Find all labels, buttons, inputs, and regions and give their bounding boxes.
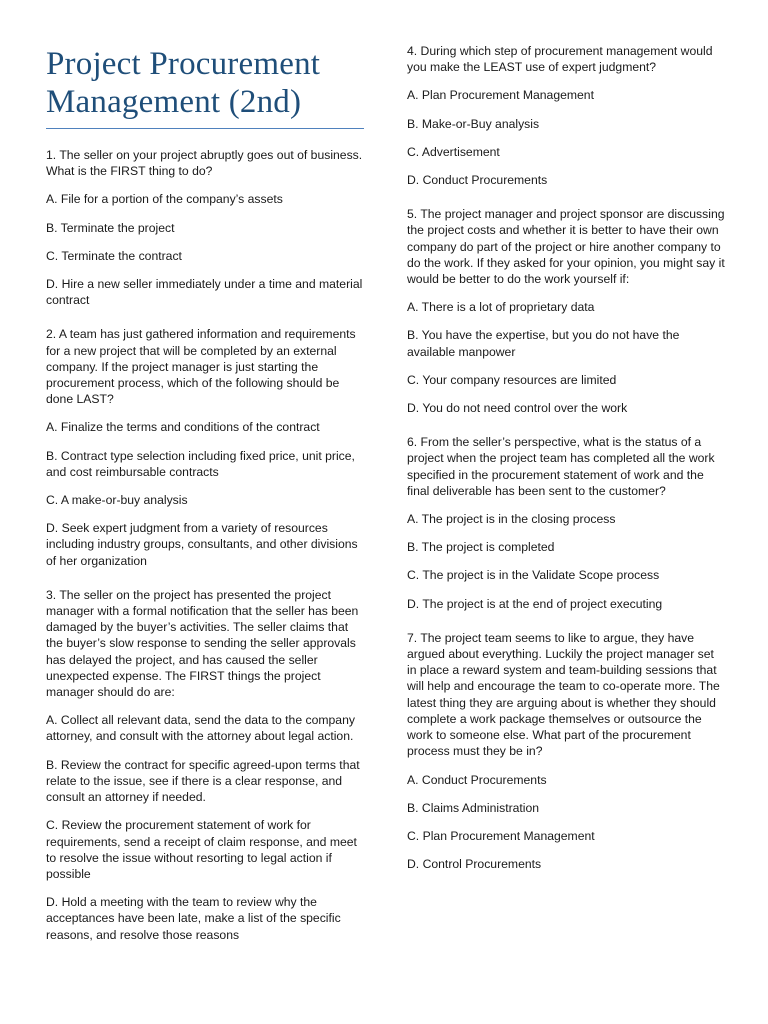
right-column: [407, 0, 725, 872]
answer-option-b: B. The project is completed: [407, 540, 555, 555]
question-1: [46, 147, 364, 308]
question-5: [407, 206, 725, 416]
answer-option-a: A. Conduct Procurements: [407, 772, 547, 787]
answer-option-a: A. The project is in the closing process: [407, 512, 616, 527]
question-text: 6. From the seller’s perspective, what is the status of a project when the project team has completed all the work specified in the procurement statement of work and the final deliverable has been sent to the customer?: [407, 435, 715, 498]
answer-option-a: A. Finalize the terms and conditions of the contract: [46, 420, 320, 435]
answer-option-d: D. Hire a new seller immediately under a time and material contract: [46, 277, 363, 308]
answer-option-c: C. Your company resources are limited: [407, 372, 617, 387]
answer-option-d: D. Seek expert judgment from a variety of resources including industry groups, consultants, and other divisions of her organization: [46, 521, 358, 568]
answer-option-d: D. Hold a meeting with the team to review why the acceptances have been late, make a list of the specific reasons, and resolve those reasons: [46, 895, 341, 942]
answer-option-b: B. Terminate the project: [46, 220, 175, 235]
answer-option-d: D. Control Procurements: [407, 857, 542, 872]
answer-option-d: D. The project is at the end of project executing: [407, 596, 663, 611]
answer-option-b: B. Claims Administration: [407, 800, 540, 815]
answer-option-b: B. Review the contract for specific agreed-upon terms that relate to the issue, see if there is a clear response, and consult an attorney if needed.: [46, 757, 360, 805]
answer-option-a: A. File for a portion of the company’s assets: [46, 192, 283, 207]
answer-option-b: B. Make-or-Buy analysis: [407, 116, 540, 131]
answer-option-c: C. Review the procurement statement of work for requirements, send a receipt of claim response, and meet to resolve the issue without resorting to legal action if possible: [46, 818, 357, 881]
question-text: 1. The seller on your project abruptly goes out of business. What is the FIRST thing to do?: [46, 148, 363, 179]
answer-option-c: C. Terminate the contract: [46, 248, 182, 263]
answer-option-a: A. Collect all relevant data, send the data to the company attorney, and consult with the attorney about legal action.: [46, 713, 355, 744]
question-text: 2. A team has just gathered information and requirements for a new project that will be completed by an external company. If the project manager is just starting the procurement process, which of the following should be done LAST?: [46, 327, 356, 407]
question-text: 5. The project manager and project sponsor are discussing the project costs and whether it is better to have their own company do part of the project or hire another company to do the work. If they asked for your opinion, you might say it would be better to do the work yourself if:: [407, 207, 725, 287]
answer-option-c: C. The project is in the Validate Scope process: [407, 568, 660, 583]
question-6: [407, 434, 725, 612]
page-title: Project Procurement Management (2nd): [46, 46, 321, 120]
left-column: [46, 0, 364, 943]
answer-option-c: C. Advertisement: [407, 144, 500, 159]
answer-option-c: C. A make-or-buy analysis: [46, 493, 188, 508]
answer-option-b: B. Contract type selection including fixed price, unit price, and cost reimbursable contracts: [46, 448, 355, 479]
answer-option-a: A. There is a lot of proprietary data: [407, 300, 595, 315]
question-7: [407, 630, 725, 872]
answer-option-b: B. You have the expertise, but you do not have the available manpower: [407, 328, 680, 359]
title-divider: [46, 128, 364, 129]
question-text: 7. The project team seems to like to argue, they have argued about everything. Luckily the project manager set in place a reward system and team-building sessions that will help and encourage the team to co-operate more. The latest thing they are arguing about is whether they should complete a work package themselves or outsource the work to someone else. What part of the procurement process must they be in?: [407, 630, 720, 759]
question-text: 4. During which step of procurement management would you make the LEAST use of expert judgment?: [407, 44, 713, 75]
answer-option-d: D. Conduct Procurements: [407, 173, 548, 188]
answer-option-c: C. Plan Procurement Management: [407, 828, 595, 843]
question-4: [407, 43, 725, 188]
question-3: [46, 587, 364, 943]
question-text: 3. The seller on the project has presented the project manager with a formal notification that the seller has been damaged by the buyer’s activities. The seller claims that the buyer’s slow response to sending the seller approvals has delayed the project, and has caused the seller unexpected expense. The FIRST things the project manager should do are:: [46, 587, 359, 700]
question-2: [46, 326, 364, 568]
answer-option-d: D. You do not need control over the work: [407, 401, 628, 416]
answer-option-a: A. Plan Procurement Management: [407, 88, 594, 103]
